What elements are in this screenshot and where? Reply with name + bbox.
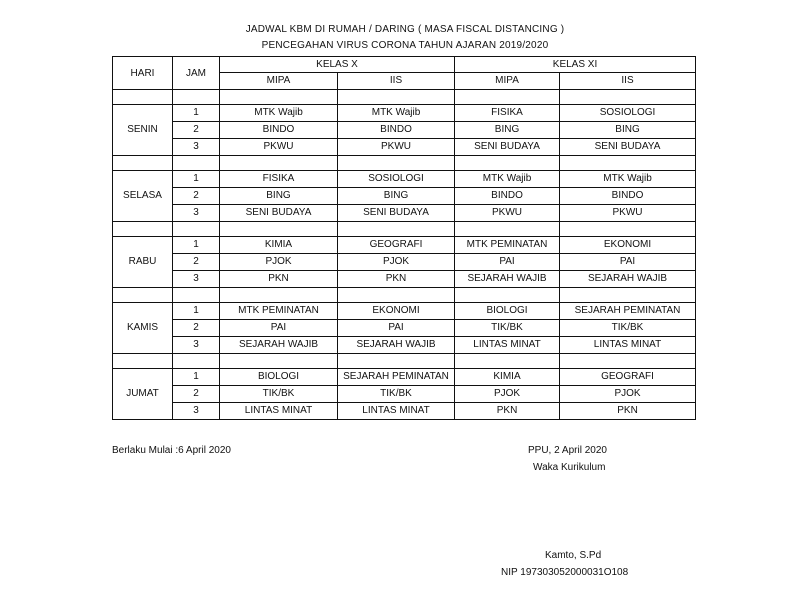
subject-cell: PKN bbox=[455, 403, 560, 420]
spacer-row bbox=[113, 156, 696, 171]
subject-cell: PJOK bbox=[560, 386, 696, 403]
subject-cell: SOSIOLOGI bbox=[338, 171, 455, 188]
jam-cell: 1 bbox=[173, 105, 220, 122]
subject-cell: SENI BUDAYA bbox=[455, 139, 560, 156]
spacer-cell bbox=[113, 156, 173, 171]
subject-cell: LINTAS MINAT bbox=[455, 337, 560, 354]
spacer-cell bbox=[455, 90, 560, 105]
spacer-cell bbox=[455, 156, 560, 171]
spacer-cell bbox=[455, 222, 560, 237]
spacer-row bbox=[113, 354, 696, 369]
subject-cell: EKONOMI bbox=[560, 237, 696, 254]
subject-cell: KIMIA bbox=[455, 369, 560, 386]
subject-cell: SEJARAH WAJIB bbox=[455, 271, 560, 288]
subject-cell: SEJARAH WAJIB bbox=[560, 271, 696, 288]
place-date: PPU, 2 April 2020 bbox=[528, 445, 607, 456]
subject-cell: PKWU bbox=[455, 205, 560, 222]
subject-cell: MTK PEMINATAN bbox=[220, 303, 338, 320]
signer-nip: NIP 197303052000031O108 bbox=[501, 567, 629, 578]
table-row bbox=[113, 271, 696, 288]
subject-cell: BING bbox=[455, 122, 560, 139]
spacer-cell bbox=[113, 222, 173, 237]
spacer-cell bbox=[560, 288, 696, 303]
subject-cell: BINDO bbox=[455, 188, 560, 205]
subject-cell: PAI bbox=[338, 320, 455, 337]
spacer-cell bbox=[560, 354, 696, 369]
jam-cell: 2 bbox=[173, 386, 220, 403]
spacer-cell bbox=[560, 222, 696, 237]
subject-cell: PKN bbox=[338, 271, 455, 288]
table-row bbox=[113, 320, 696, 337]
subject-cell: PKWU bbox=[338, 139, 455, 156]
subject-cell: SENI BUDAYA bbox=[338, 205, 455, 222]
subject-cell: KIMIA bbox=[220, 237, 338, 254]
subject-cell: EKONOMI bbox=[338, 303, 455, 320]
schedule-table bbox=[112, 56, 696, 420]
table-row bbox=[113, 122, 696, 139]
table-row bbox=[113, 386, 696, 403]
jam-cell: 2 bbox=[173, 188, 220, 205]
spacer-cell bbox=[113, 90, 173, 105]
subject-cell: BIOLOGI bbox=[220, 369, 338, 386]
subject-cell: BING bbox=[560, 122, 696, 139]
table-row bbox=[113, 254, 696, 271]
jam-cell: 2 bbox=[173, 254, 220, 271]
jam-cell: 3 bbox=[173, 139, 220, 156]
spacer-cell bbox=[455, 354, 560, 369]
table-row bbox=[113, 303, 696, 320]
spacer-cell bbox=[338, 288, 455, 303]
subject-cell: MTK Wajib bbox=[455, 171, 560, 188]
header-kelas-x: KELAS X bbox=[220, 57, 455, 73]
subject-cell: SOSIOLOGI bbox=[560, 105, 696, 122]
jam-cell: 3 bbox=[173, 205, 220, 222]
subject-cell: FISIKA bbox=[455, 105, 560, 122]
spacer-cell bbox=[455, 288, 560, 303]
subject-cell: BINDO bbox=[560, 188, 696, 205]
spacer-cell bbox=[560, 90, 696, 105]
table-row bbox=[113, 337, 696, 354]
spacer-cell bbox=[220, 288, 338, 303]
table-row bbox=[113, 205, 696, 222]
subject-cell: BING bbox=[338, 188, 455, 205]
signer-name: Kamto, S.Pd bbox=[545, 550, 602, 561]
jam-cell: 1 bbox=[173, 303, 220, 320]
subject-cell: SENI BUDAYA bbox=[560, 139, 696, 156]
spacer-row bbox=[113, 222, 696, 237]
subject-cell: BING bbox=[220, 188, 338, 205]
spacer-row bbox=[113, 90, 696, 105]
header-kelas-xi: KELAS XI bbox=[455, 57, 696, 73]
jam-cell: 3 bbox=[173, 403, 220, 420]
subject-cell: LINTAS MINAT bbox=[560, 337, 696, 354]
jam-cell: 3 bbox=[173, 337, 220, 354]
subject-cell: PKWU bbox=[220, 139, 338, 156]
table-row bbox=[113, 105, 696, 122]
effective-date: Berlaku Mulai :6 April 2020 bbox=[112, 445, 231, 456]
document-title: JADWAL KBM DI RUMAH / DARING ( MASA FISCAL DISTANCING ) bbox=[245, 24, 565, 35]
subject-cell: PJOK bbox=[455, 386, 560, 403]
day-cell: RABU bbox=[113, 237, 173, 288]
table-row bbox=[113, 171, 696, 188]
spacer-cell bbox=[338, 354, 455, 369]
day-cell: KAMIS bbox=[113, 303, 173, 354]
subject-cell: PAI bbox=[560, 254, 696, 271]
spacer-cell bbox=[220, 222, 338, 237]
jam-cell: 1 bbox=[173, 369, 220, 386]
subject-cell: PKN bbox=[220, 271, 338, 288]
spacer-cell bbox=[113, 354, 173, 369]
jam-cell: 3 bbox=[173, 271, 220, 288]
table-row bbox=[113, 369, 696, 386]
subject-cell: MTK PEMINATAN bbox=[455, 237, 560, 254]
spacer-cell bbox=[220, 354, 338, 369]
spacer-cell bbox=[220, 156, 338, 171]
table-row bbox=[113, 139, 696, 156]
subject-cell: TIK/BK bbox=[220, 386, 338, 403]
table-row bbox=[113, 237, 696, 254]
day-cell: SENIN bbox=[113, 105, 173, 156]
subject-cell: PKN bbox=[560, 403, 696, 420]
subject-cell: GEOGRAFI bbox=[338, 237, 455, 254]
header-hari: HARI bbox=[113, 57, 173, 90]
spacer-cell bbox=[173, 156, 220, 171]
table-row bbox=[113, 403, 696, 420]
spacer-cell bbox=[338, 222, 455, 237]
header-row bbox=[113, 57, 696, 73]
signer-role: Waka Kurikulum bbox=[533, 462, 606, 473]
spacer-cell bbox=[173, 354, 220, 369]
jam-cell: 1 bbox=[173, 237, 220, 254]
spacer-cell bbox=[338, 156, 455, 171]
subject-cell: SEJARAH WAJIB bbox=[220, 337, 338, 354]
subject-cell: BINDO bbox=[220, 122, 338, 139]
subject-cell: SEJARAH WAJIB bbox=[338, 337, 455, 354]
subject-cell: PAI bbox=[220, 320, 338, 337]
spacer-cell bbox=[173, 222, 220, 237]
document-subtitle: PENCEGAHAN VIRUS CORONA TAHUN AJARAN 2019/2020 bbox=[261, 40, 549, 51]
subject-cell: MTK Wajib bbox=[338, 105, 455, 122]
subject-cell: PJOK bbox=[338, 254, 455, 271]
header-x-mipa: MIPA bbox=[220, 73, 338, 90]
subject-cell: SENI BUDAYA bbox=[220, 205, 338, 222]
spacer-cell bbox=[173, 90, 220, 105]
subject-cell: PAI bbox=[455, 254, 560, 271]
subject-cell: TIK/BK bbox=[338, 386, 455, 403]
header-xi-mipa: MIPA bbox=[455, 73, 560, 90]
subject-cell: LINTAS MINAT bbox=[220, 403, 338, 420]
spacer-cell bbox=[173, 288, 220, 303]
subject-cell: TIK/BK bbox=[560, 320, 696, 337]
subject-cell: MTK Wajib bbox=[220, 105, 338, 122]
spacer-cell bbox=[113, 288, 173, 303]
jam-cell: 2 bbox=[173, 320, 220, 337]
subject-cell: TIK/BK bbox=[455, 320, 560, 337]
subject-cell: BINDO bbox=[338, 122, 455, 139]
subject-cell: LINTAS MINAT bbox=[338, 403, 455, 420]
header-x-iis: IIS bbox=[338, 73, 455, 90]
spacer-cell bbox=[220, 90, 338, 105]
subject-cell: GEOGRAFI bbox=[560, 369, 696, 386]
jam-cell: 2 bbox=[173, 122, 220, 139]
subject-cell: SEJARAH PEMINATAN bbox=[338, 369, 455, 386]
subject-cell: SEJARAH PEMINATAN bbox=[560, 303, 696, 320]
spacer-cell bbox=[338, 90, 455, 105]
subject-cell: BIOLOGI bbox=[455, 303, 560, 320]
subject-cell: PJOK bbox=[220, 254, 338, 271]
spacer-cell bbox=[560, 156, 696, 171]
jam-cell: 1 bbox=[173, 171, 220, 188]
header-jam: JAM bbox=[173, 57, 220, 90]
subject-cell: PKWU bbox=[560, 205, 696, 222]
table-row bbox=[113, 188, 696, 205]
spacer-row bbox=[113, 288, 696, 303]
subject-cell: FISIKA bbox=[220, 171, 338, 188]
header-xi-iis: IIS bbox=[560, 73, 696, 90]
subject-cell: MTK Wajib bbox=[560, 171, 696, 188]
day-cell: SELASA bbox=[113, 171, 173, 222]
day-cell: JUMAT bbox=[113, 369, 173, 420]
